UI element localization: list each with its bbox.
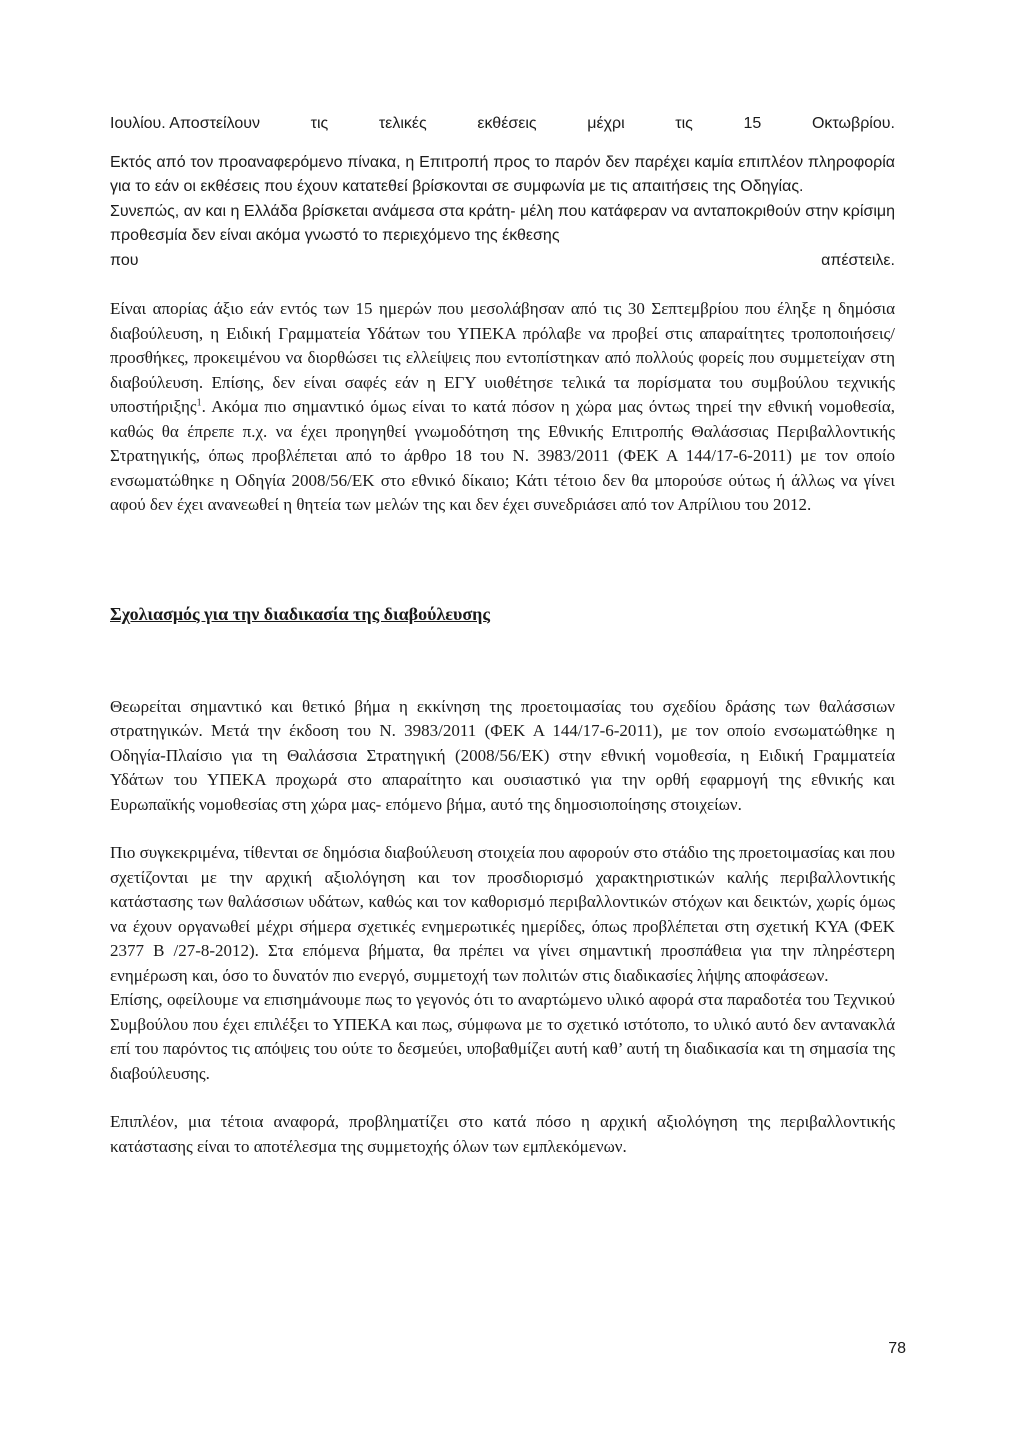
paragraph-commission-info: Εκτός από τον προαναφερόμενο πίνακα, η Επιτροπή προς το παρόν δεν παρέχει καμία επιπλέον πληροφορία για το εάν οι εκθέσεις που έχουν κατατεθεί βρίσκονται σε συμφωνία με τις απαιτήσεις της Οδηγίας. [110,153,895,195]
paragraph-greece-status-last-line [110,249,895,274]
word: 15 [743,115,762,132]
paragraph-positive-step: Θεωρείται σημαντικό και θετικό βήμα η εκκίνηση της προετοιμασίας του σχεδίου δράσης των θαλάσσιων στρατηγικών. Μετά την έκδοση του Ν. 3983/2011 (ΦΕΚ Α 144/17-6-2011), με τον οποίο ενσωματώθηκε η Οδηγία-Πλαίσιο για τη Θαλάσσια Στρατηγική (2008/56/ΕΚ) στην εθνική νομοθεσία, η Ειδική Γραμματεία Υδάτων του ΥΠΕΚΑ προχωρά στο απαραίτητο και ουσιαστικό για την ορθή εφαρμογή της εθνικής και Ευρωπαϊκής νομοθεσίας στη χώρα μας- επόμενο βήμα, αυτό της δημοσιοποίησης στοιχείων. [110,696,895,814]
word: που [110,251,139,269]
paragraph-technical-advisor: Επίσης, οφείλουμε να επισημάνουμε πως το γεγονός ότι το αναρτώμενο υλικό αφορά στα παραδοτέα του Τεχνικού Συμβούλου που έχει επιλέξει το ΥΠΕΚΑ και πως, σύμφωνα με το σχετικό ιστότοπο, το υλικό αυτό δεν αντανακλά επί του παρόντος τις απόψεις του ούτε το δεσμεύει, υποβαθμίζει αυτή καθ’ αυτή τη διαδικασία και τη σημασία της διαβούλευσης. [110,990,895,1083]
word: απέστειλε. [821,251,895,269]
paragraph-consultation-question [110,297,895,518]
word: τελικές [378,115,427,132]
word: τις [310,115,329,132]
word: μέχρι [587,115,625,132]
section-heading: Σχολιασμός για την διαδικασία της διαβούλευσης [110,603,490,624]
paragraph-text: Είναι απορίας άξιο εάν εντός των 15 ημερών που μεσολάβησαν από τις 30 Σεπτεμβρίου που έληξε η δημόσια διαβούλευση, η Ειδική Γραμματεία Υδάτων του ΥΠΕΚΑ πρόλαβε να προβεί στις απαραίτητες τροποποιήσεις/ προσθήκες, προκειμένου να διορθώσει τις ελλείψεις που εντοπίστηκαν από πολλούς φορείς που συμμετείχαν στη διαβούλευση. Επίσης, δεν είναι σαφές εάν η ΕΓΥ υιοθέτησε τελικά τα πορίσματα του συμβούλου τεχνικής υποστήριξης [110,299,895,416]
paragraph-greece-status: Συνεπώς, αν και η Ελλάδα βρίσκεται ανάμεσα στα κράτη- μέλη που κατάφεραν να ανταποκριθούν στην κρίσιμη προθεσμία δεν είναι ακόμα γνωστό το περιεχόμενο της έκθεσης [110,202,895,244]
word: Οκτωβρίου. [811,115,895,132]
paragraph-assessment-concern: Επιπλέον, μια τέτοια αναφορά, προβληματίζει στο κατά πόσο η αρχική αξιολόγηση της περιβαλλοντικής κατάστασης είναι το αποτέλεσμα της συμμετοχής όλων των εμπλεκόμενων. [110,1112,895,1156]
paragraph-text: . Ακόμα πιο σημαντικό όμως είναι το κατά πόσον η χώρα μας όντως τηρεί την εθνική νομοθεσία, καθώς θα έπρεπε π.χ. να έχει προηγηθεί γνωμοδότηση της Εθνικής Επιτροπής Θαλάσσιας Περιβαλλοντικής Στρατηγικής, όπως προβλέπεται από το άρθρο 18 του Ν. 3983/2011 (ΦΕΚ Α 144/17-6-2011) με τον οποίο ενσωματώθηκε η Οδηγία 2008/56/ΕΚ στο εθνικό δίκαιο; Κάτι τέτοιο δεν θα μπορούσε ούτως ή άλλως να γίνει αφού δεν έχει ανανεωθεί η θητεία των μελών της και δεν έχει συνεδριάσει από τον Απρίλιου του 2012. [110,397,895,514]
word: τις [675,115,693,132]
page-number: 78 [888,1340,906,1357]
paragraph-public-consultation: Πιο συγκεκριμένα, τίθενται σε δημόσια διαβούλευση στοιχεία που αφορούν στο στάδιο της προετοιμασίας και που σχετίζονται με την αρχική αξιολόγηση και τον προσδιορισμό χαρακτηριστικών καλής περιβαλλοντικής κατάστασης των θαλάσσιων υδάτων, καθώς και τον καθορισμό περιβαλλοντικών στόχων και δεικτών, χωρίς όμως να έχουν οργανωθεί μέχρι σήμερα σχετικές ενημερωτικές ημερίδες, όπως προβλέπεται στη σχετική ΚΥΑ (ΦΕΚ 2377 Β /27-8-2012). Στα επόμενα βήματα, θα πρέπει να γίνει σημαντική προσπάθεια για την πληρέστερη ενημέρωση και, όσο το δυνατόν πιο ενεργό, συμμετοχή των πολιτών στις διαδικασίες λήψης αποφάσεων. [110,843,895,985]
document-page [110,112,895,1159]
word: Ιουλίου. Αποστείλουν [110,115,260,132]
word: εκθέσεις [477,115,537,132]
paragraph-continuation-line [110,112,895,137]
footnote-reference: 1 [196,397,202,409]
